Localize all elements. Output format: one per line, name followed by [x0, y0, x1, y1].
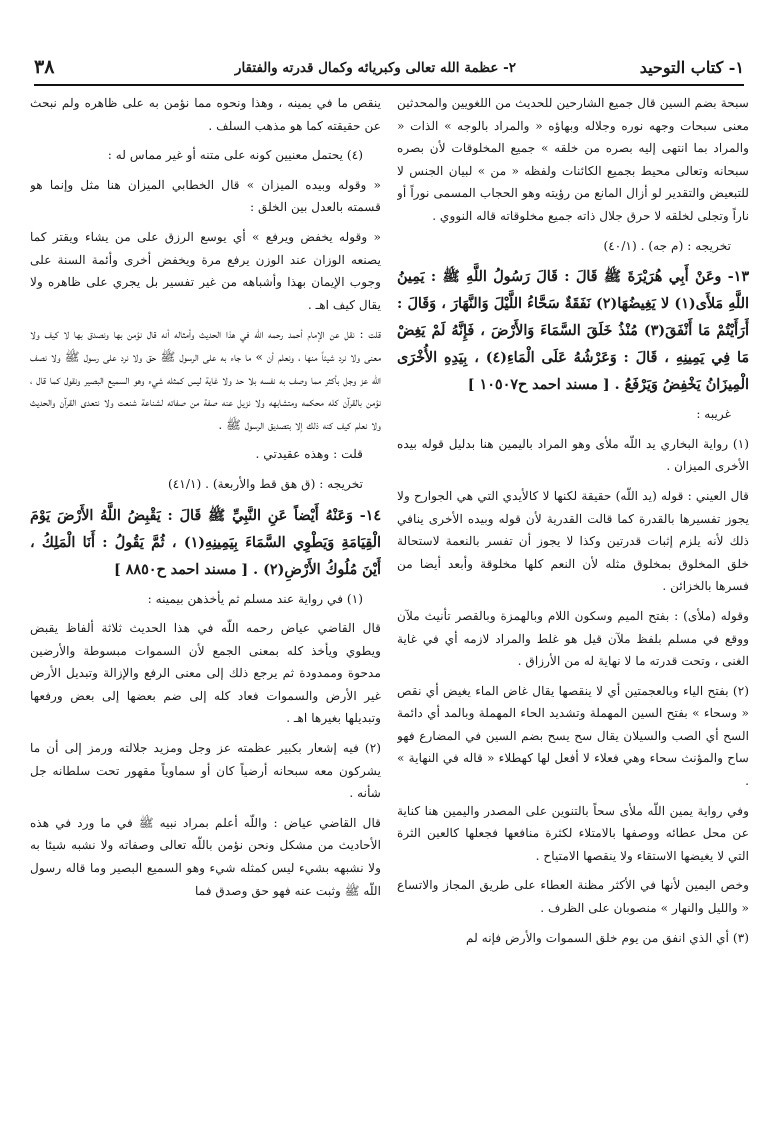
paragraph: وقوله (ملأى) : بفتح الميم وسكون اللام وبالهمزة وبالقصر تأنيث ملآن ووقع في مسلم بلفظ ملآن قيل هو غلط والمراد لازمه أي في غاية الغنى ، وتحت قدرته ما لا نهاية له من الأرزاق .: [397, 608, 749, 669]
chapter-title: ١- كتاب التوحيد: [639, 58, 744, 77]
paragraph: (١) رواية البخاري يد اللّه ملأى وهو المراد باليمين هنا بدليل قوله بيده الأخرى الميزان .: [397, 436, 749, 474]
paragraph: قلت : وهذه عقيدتي .: [255, 447, 363, 462]
paragraph: غريبه :: [696, 407, 731, 422]
paragraph: (٢) فيه إشعار بكبير عظمته عز وجل ومزيد جلالته ورمز إلى أن ما يشركون معه سبحانه أرضياً كان أو سماوياً مقهور تحت سلطانه جل شأنه .: [30, 741, 381, 801]
paragraph: « وقوله وبيده الميزان » قال الخطابي الميزان هنا مثل وإنما هو قسمته بالعدل بين الخلق :: [30, 177, 381, 215]
page-header: [34, 56, 744, 84]
page-number: ٣٨: [34, 56, 55, 78]
paragraph: تخريجه : (ق هق قط والأربعة) . (٤١/١): [167, 476, 363, 491]
paragraph: وفي رواية يمين اللّه ملأى سحاً بالتنوين على المصدر واليمين هنا كناية عن محل عطائه ووصفها بالامتلاء لكثرة منافعها فجعلها كالعين الثرة التي لا يغيضها الاستقاء ولا ينقصها الامتياح .: [397, 803, 749, 863]
paragraph: قال العيني : قوله (يد اللّه) حقيقة لكنها لا كالأيدي التي هي الجوارح ولا يجوز تفسيرها بالقدرة كما قالت القدرية لأن قوله وبيده الأخرى ينافي ذلك لأنه يلزم إثبات قدرتين وكذا لا يجوز أن تفسر بالنعمة لاستحالة خلق المخلوق بمخلوق مثله لأن النعم كلها مخلوقة وأبعد أيضا من فسرها بالخزائن .: [397, 488, 749, 594]
paragraph: قال القاضي عياض : واللّه أعلم بمراد نبيه ﷺ في ما ورد في هذه الأحاديث من مشكل ونحن نؤمن باللّه تعالى وصفاته ولا نشبه شيئا به ولا نشبهه بشيء ليس كمثله شيء وهو السميع البصير وما قاله رسول اللّه ﷺ وثبت عنه فهو حق وصدق فما: [30, 815, 381, 898]
header-rule: [34, 84, 744, 86]
paragraph: (٣) أي الذي انفق من يوم خلق السموات والأرض فإنه لم: [466, 930, 749, 945]
paragraph: سبحة بضم السين قال جميع الشارحين للحديث من اللغويين والمحدثين معنى سبحات وجهه نوره وجلاله وبهاؤه « والمراد بالوجه » الذات « والمراد بما انتهى إليه بصره من خلقه » جميع المخلوقات لأن بصره سبحانه وتعالى محيط بجميع الكائنات ولفظه « من » لبيان الجنس لا للتبعيض والتقدير لو أزال المانع من رؤيته وهو الحجاب المسمى نوراً أو ناراً وتجلى لخلقه لا حرق جلال ذاته جميع مخلوقاته قاله النووي .: [397, 96, 749, 223]
hadith-text: ١٣- وعَنْ أَبِي هُرَيْرَةَ ﷺ قَالَ : قَالَ رَسُولُ اللَّهِ ﷺ : يَمِينُ اللَّهِ مَلأَى(١) لا يَغِيضُهَا(٢) نَفَقَةٌ سَحَّاءُ اللَّيْلَ وَالنَّهَارَ ، وَقَالَ : أَرَأَيْتُمْ مَا أَنْفَقَ(٣) مُنْذُ خَلَقَ السَّمَاءَ وَالأَرْضَ ، فَإِنَّهُ لَمْ يَغِضْ مَا فِي يَمِينِهِ ، قَالَ : وَعَرْشُهُ عَلَى الْمَاءِ(٤) ، بِيَدِهِ الأُخْرَى الْمِيزَانُ يَخْفِضُ وَيَرْفَعُ . [ مسند احمد ح١٠٥٠٧ ]: [397, 269, 749, 394]
paragraph: قلت : نقل عن الإمام أحمد رحمه اللّه في هذا الحديث وأمثاله أنه قال نؤمن بها ونصدق بها لا كيف ولا معنى ولا نرد شيئاً منها ، ونعلم أن » ما جاء به على الرسول ﷺ حق ولا نرد على رسول ﷺ ولا نصف اللّه عز وجل بأكثر مما وصف به نفسه بلا حد ولا غاية ليس كمثله شيء وهو السميع البصير ونقول كما قال ، نؤمن بالقرآن كله محكمه ومتشابهه ولا نزيل عنه صفة من صفاته لشناعة شنعت ولا نتعدى القرآن والحديث ولا نعلم كيف كنه ذلك إلا بتصديق الرسول ﷺ .: [30, 327, 381, 432]
paragraph: وخص اليمين لأنها في الأكثر مظنة العطاء على طريق المجاز والاتساع « والليل والنهار » منصوبان على الظرف .: [397, 878, 749, 916]
hadith-text: ١٤- وَعَنْهُ أَيْضاً عَنِ النَّبِيِّ ﷺ قَالَ : يَقْبِضُ اللَّهُ الأَرْضَ يَوْمَ الْقِيَامَةِ وَيَطْوِي السَّمَاءَ بِيَمِينِهِ(١) ، ثُمَّ يَقُولُ : أَنَا الْمَلِكُ ، أَيْنَ مُلُوكُ الأَرْضِ(٢) . [ مسند احمد ح٨٨٥٠ ]: [30, 507, 381, 578]
paragraph: (٤) يحتمل معنيين كونه على متنه أو غير مماس له :: [107, 148, 363, 163]
left-column: [30, 92, 381, 1122]
paragraph: تخريجه : (م جه) . (٤٠/١): [603, 238, 731, 253]
paragraph: ينقص ما في يمينه ، وهذا ونحوه مما نؤمن به على ظاهره ولم نبحث عن حقيقته كما هو مذهب السلف .: [30, 96, 381, 133]
right-column: [397, 92, 749, 1122]
section-title: ٢- عظمة الله تعالى وكبريائه وكمال قدرته والفتقار: [234, 60, 516, 76]
paragraph: « وقوله يخفض ويرفع » أي يوسع الرزق على من يشاء ويقتر كما يصنعه الوزان عند الوزن يرفع مرة ويخفض أخرى وأئمة السنة على وجوب الإيمان بهذا وأشباهه من غير تفسير بل يجري على ظاهره ولا يقال كيف اهـ .: [30, 229, 381, 312]
paragraph: (١) في رواية عند مسلم ثم يأخذهن بيمينه :: [147, 591, 363, 606]
paragraph: قال القاضي عياض رحمه اللّه في هذا الحديث ثلاثة ألفاظ يقبض ويطوي ويأخذ كله بمعنى الجمع لأن السموات مبسوطة والأرضين مدحوة وممدودة ثم يرجع ذلك إلى معنى الرفع والإزالة وتبديل الأرض غير الأرض والسموات فعاد كله إلى ضم بعضها إلى بعض ورفعها وتبديلها بغيرها اهـ .: [30, 621, 381, 726]
paragraph: (٢) بفتح الياء وبالعجمتين أي لا ينقصها يقال غاض الماء يغيض أي نقص « وسحاء » بفتح السين المهملة وتشديد الحاء المهملة وبالمد أي دائمة السح أي الصب والسيلان يقال سح يسح بضم السين في المضارع فهو ساح والمؤنث سحاء وهي فعلاء لا أفعل لها كهطلاء « قاله في النهاية » .: [397, 683, 749, 789]
